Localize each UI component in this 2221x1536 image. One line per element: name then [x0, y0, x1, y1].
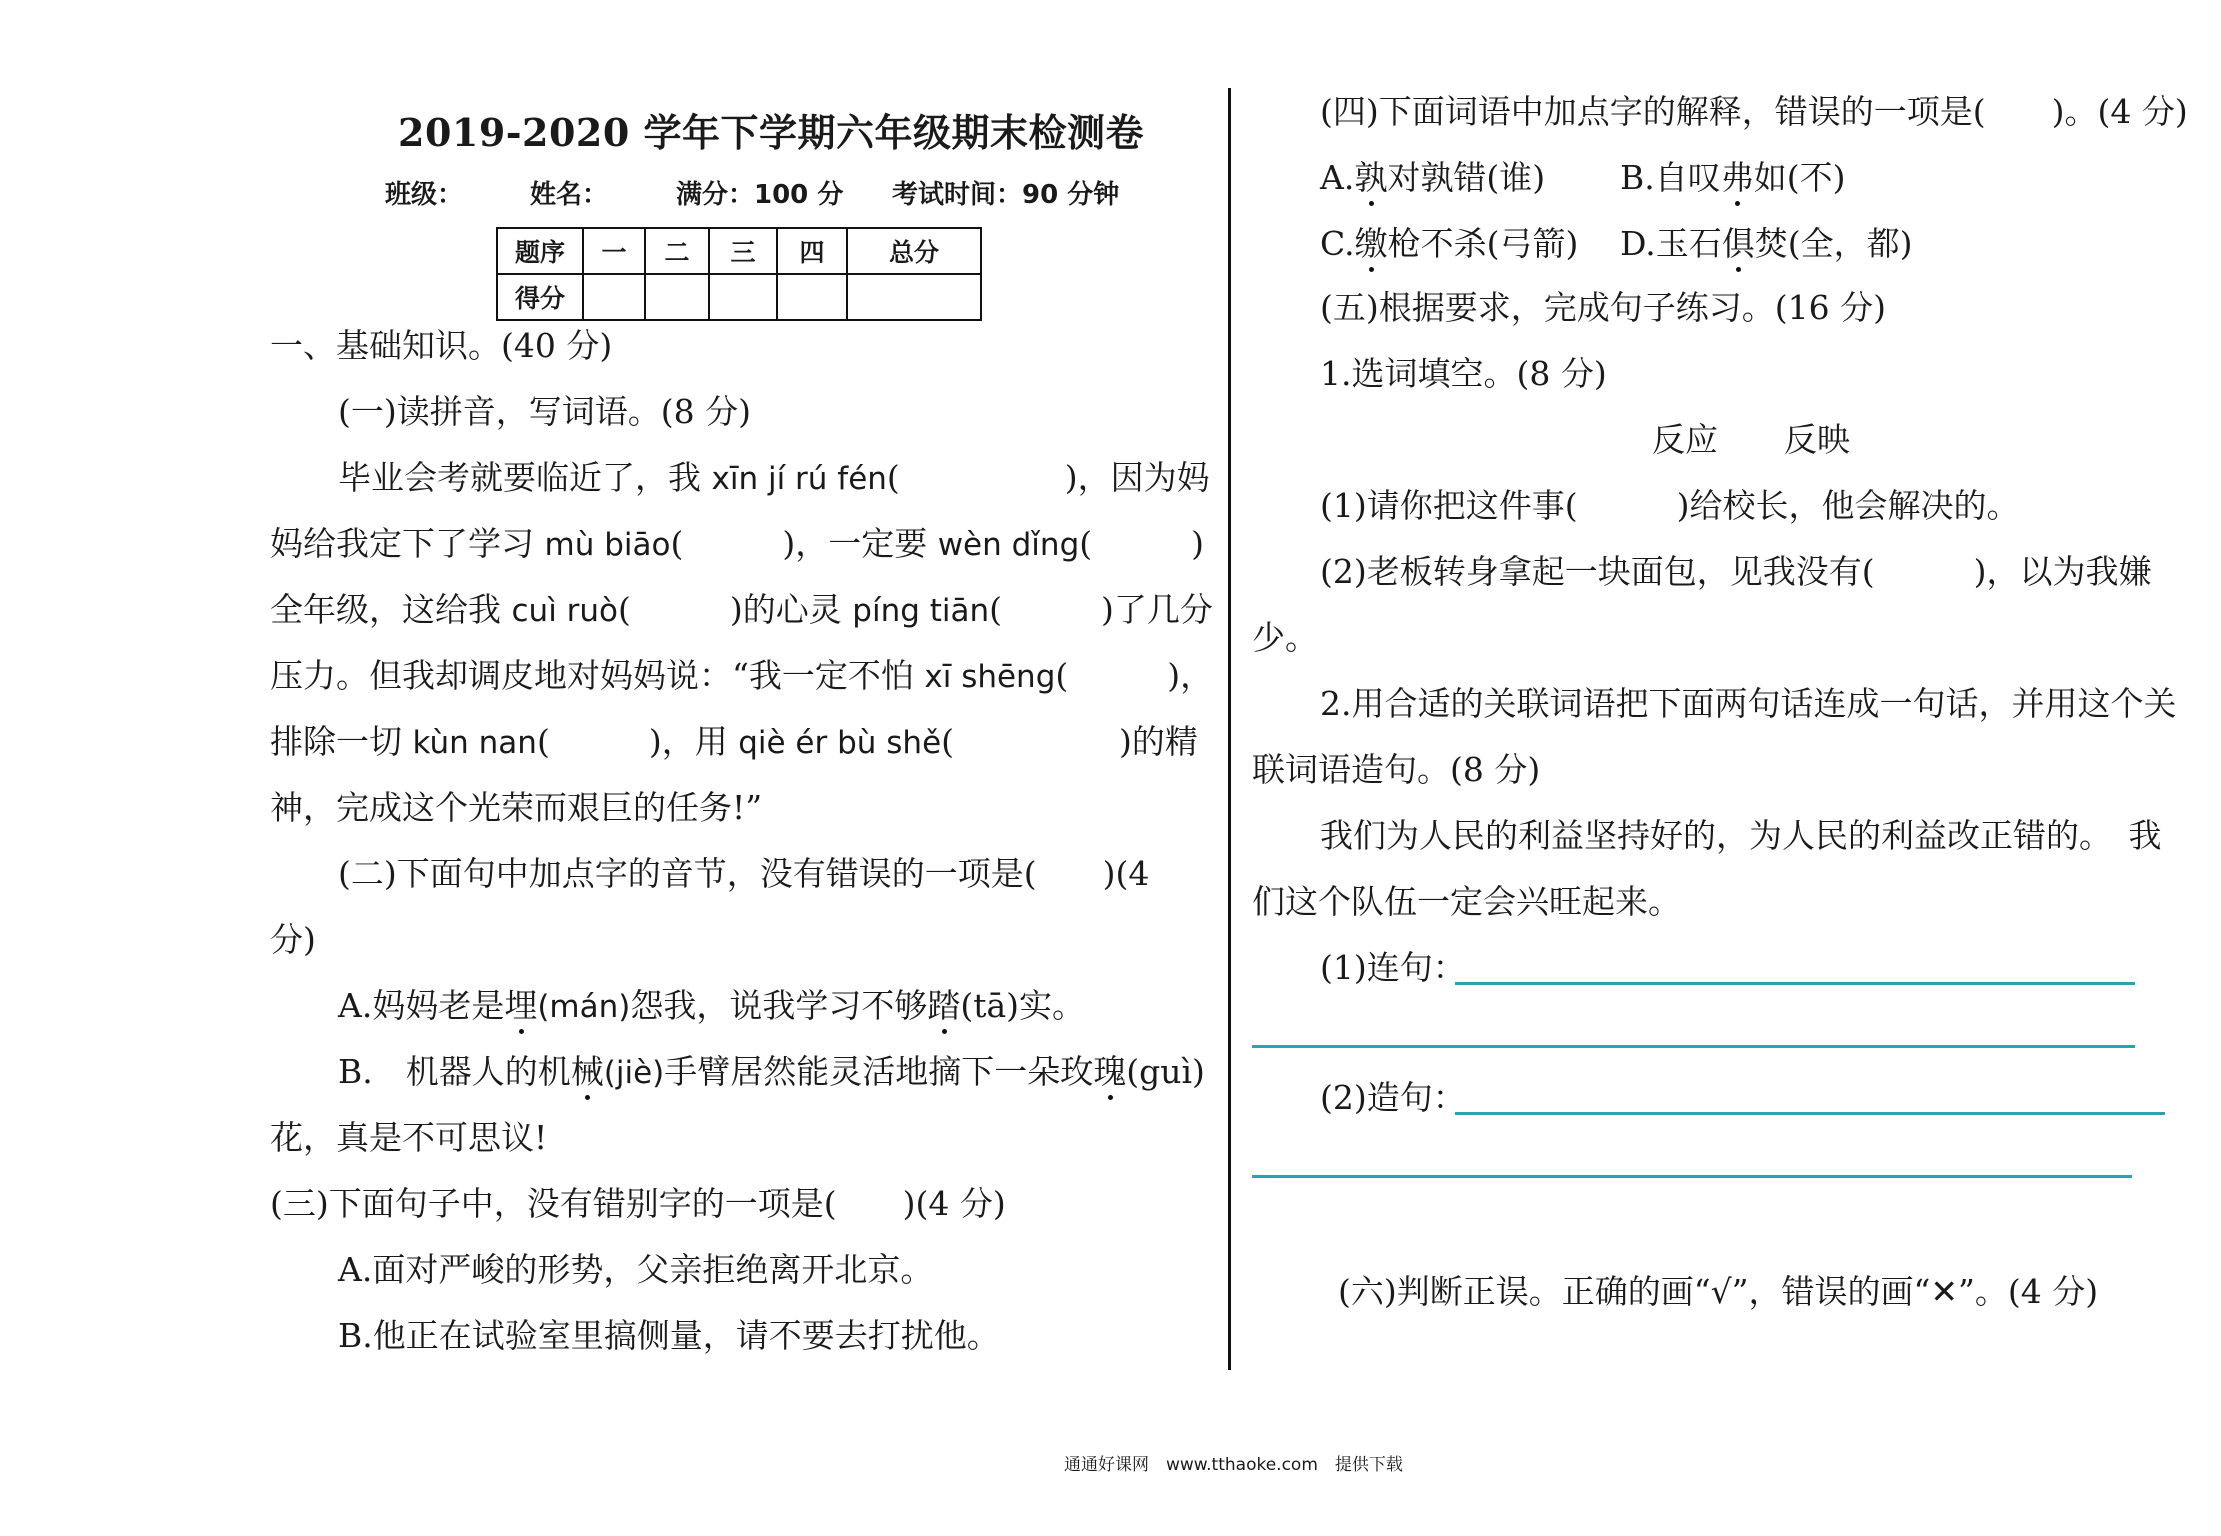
pinyin: cuì ruò	[511, 593, 619, 629]
answer-blank[interactable]: ( )的精	[941, 722, 1198, 761]
score-cell: 四	[777, 228, 847, 274]
pinyin: wèn dǐng	[937, 527, 1080, 563]
q3-option-a[interactable]: A.面对严峻的形势，父亲拒绝离开北京。	[338, 1250, 934, 1289]
score-cell: 总分	[847, 228, 981, 274]
q4-option-d[interactable]	[1620, 224, 1913, 264]
score-table	[496, 227, 982, 321]
pinyin: xī shēng	[924, 659, 1056, 695]
q1-text: 全年级，这给我	[270, 590, 512, 629]
dotted-char: 弗	[1720, 158, 1754, 197]
option-text: A.	[1320, 158, 1355, 197]
q5-2-sentence: 我们为人民的利益坚持好的，为人民的利益改正错的。 我	[1320, 816, 2162, 855]
answer-line[interactable]	[1455, 1112, 2165, 1115]
q1-title: (一)读拼音，写词语。(8 分)	[338, 392, 751, 431]
pinyin: kùn nan	[412, 725, 537, 761]
score-cell	[583, 274, 645, 320]
score-cell	[709, 274, 777, 320]
footer-source: 通通好课网 www.tthaoke.com 提供下载	[1064, 1455, 1403, 1475]
page-title: 2019-2020 学年下学期六年级期末检测卷	[398, 110, 1145, 155]
q2-title: (二)下面句中加点字的音节，没有错误的一项是( )(4	[338, 854, 1150, 893]
q4-option-b[interactable]	[1620, 158, 1846, 198]
option-text: 枪不杀(弓箭)	[1387, 224, 1579, 263]
option-text: B.自叹	[1620, 158, 1721, 197]
q5-1-sentence-2: (2)老板转身拿起一块面包，见我没有( )，以为我嫌	[1320, 552, 2152, 591]
q2-option-a[interactable]	[338, 986, 1085, 1027]
q5-1-title: 1.选词填空。(8 分)	[1320, 354, 1607, 393]
q5-2-title: 2.用合适的关联词语把下面两句话连成一句话，并用这个关	[1320, 684, 2177, 723]
q5-1-sentence-1: (1)请你把这件事( )给校长，他会解决的。	[1320, 486, 2020, 525]
option-text: D.玉石	[1620, 224, 1722, 263]
q1-line-5	[270, 722, 1198, 763]
q3-option-b[interactable]: B.他正在试验室里搞侧量，请不要去打扰他。	[338, 1316, 1000, 1355]
score-cell	[777, 274, 847, 320]
q6-title: (六)判断正误。正确的画“√”，错误的画“✕”。(4 分)	[1338, 1272, 2099, 1311]
q4-title: (四)下面词语中加点字的解释，错误的一项是( )。(4 分)	[1320, 92, 2188, 131]
score-cell: 一	[583, 228, 645, 274]
q4-option-c[interactable]	[1320, 224, 1578, 264]
pinyin: píng tiān	[852, 593, 990, 629]
answer-blank[interactable]: ( )，	[1055, 656, 1214, 695]
full-score: 满分：100 分	[676, 180, 844, 210]
option-text: 怨我，说我学习不够	[630, 986, 928, 1025]
q2-title-cont: 分)	[270, 920, 316, 959]
q1-text: 妈给我定下了学习	[270, 524, 545, 563]
q3-title: (三)下面句子中，没有错别字的一项是( )(4 分)	[270, 1184, 1006, 1223]
q1-text: 压力。但我却调皮地对妈妈说：“我一定不怕	[270, 656, 925, 695]
lianju-label: (1)连句：	[1320, 948, 1466, 987]
score-cell: 得分	[497, 274, 583, 320]
option-text: (tā)实。	[960, 986, 1086, 1025]
q2-option-b[interactable]	[338, 1052, 1205, 1093]
answer-line[interactable]	[1252, 1175, 2132, 1178]
q1-line-3	[270, 590, 1213, 631]
dotted-char: 缴	[1354, 224, 1388, 263]
option-text: C.	[1320, 224, 1355, 263]
option-text: A.妈妈老是	[338, 986, 505, 1025]
q2-option-b-cont: 花，真是不可思议!	[270, 1118, 548, 1157]
dotted-char: 俱	[1721, 224, 1755, 263]
answer-blank[interactable]: ( )，因为妈	[886, 458, 1210, 497]
section-1-heading: 一、基础知识。(40 分)	[270, 326, 613, 365]
pinyin: (jiè)	[603, 1055, 665, 1091]
dotted-char: 瑰	[1093, 1052, 1127, 1091]
q5-title: (五)根据要求，完成句子练习。(16 分)	[1320, 288, 1886, 327]
answer-line[interactable]	[1455, 982, 2135, 985]
score-table-score-row	[497, 274, 981, 320]
score-cell	[847, 274, 981, 320]
pinyin: qiè ér bù shě	[738, 725, 942, 761]
dotted-char: 踏	[927, 986, 961, 1025]
option-text: 焚(全，都)	[1754, 224, 1913, 263]
q1-line-1	[338, 458, 1210, 499]
class-label: 班级：	[385, 180, 464, 210]
answer-blank[interactable]: ( )了几分	[989, 590, 1213, 629]
option-text: (guì)	[1126, 1052, 1205, 1091]
option-text: B. 机器人的机	[338, 1052, 571, 1091]
column-divider	[1228, 88, 1231, 1370]
q1-line-4	[270, 656, 1213, 697]
q1-text: 排除一切	[270, 722, 413, 761]
score-table-header-row	[497, 228, 981, 274]
q5-2-title-cont: 联词语造句。(8 分)	[1252, 750, 1541, 789]
pinyin: (mán)	[537, 989, 631, 1025]
answer-blank[interactable]: ( )，用	[536, 722, 739, 761]
q5-2-sentence-cont: 们这个队伍一定会兴旺起来。	[1252, 882, 1681, 921]
score-cell	[645, 274, 709, 320]
score-cell: 二	[645, 228, 709, 274]
q5-1-sentence-2-cont: 少。	[1252, 618, 1318, 657]
dotted-char: 械	[570, 1052, 604, 1091]
zaoju-label: (2)造句：	[1320, 1078, 1466, 1117]
answer-blank[interactable]: ( )的心灵	[618, 590, 853, 629]
dotted-char: 孰	[1354, 158, 1388, 197]
answer-blank[interactable]: ( )，一定要	[670, 524, 938, 563]
q4-option-a[interactable]	[1320, 158, 1545, 198]
name-label: 姓名：	[530, 180, 609, 210]
option-text: 对孰错(谁)	[1387, 158, 1546, 197]
score-cell: 三	[709, 228, 777, 274]
q1-text: 毕业会考就要临近了，我	[338, 458, 712, 497]
dotted-char: 埋	[504, 986, 538, 1025]
exam-time: 考试时间：90 分钟	[892, 180, 1120, 210]
answer-line[interactable]	[1252, 1045, 2135, 1048]
q1-line-6: 神，完成这个光荣而艰巨的任务!”	[270, 788, 763, 827]
pinyin: xīn jí rú fén	[711, 461, 887, 497]
score-cell: 题序	[497, 228, 583, 274]
q5-word-choices: 反应 反映	[1652, 420, 1850, 459]
q1-line-2	[270, 524, 1204, 565]
option-text: 如(不)	[1753, 158, 1846, 197]
option-text: 手臂居然能灵活地摘下一朵玫	[664, 1052, 1094, 1091]
pinyin: mù biāo	[544, 527, 671, 563]
answer-blank[interactable]: ( )	[1079, 524, 1204, 563]
